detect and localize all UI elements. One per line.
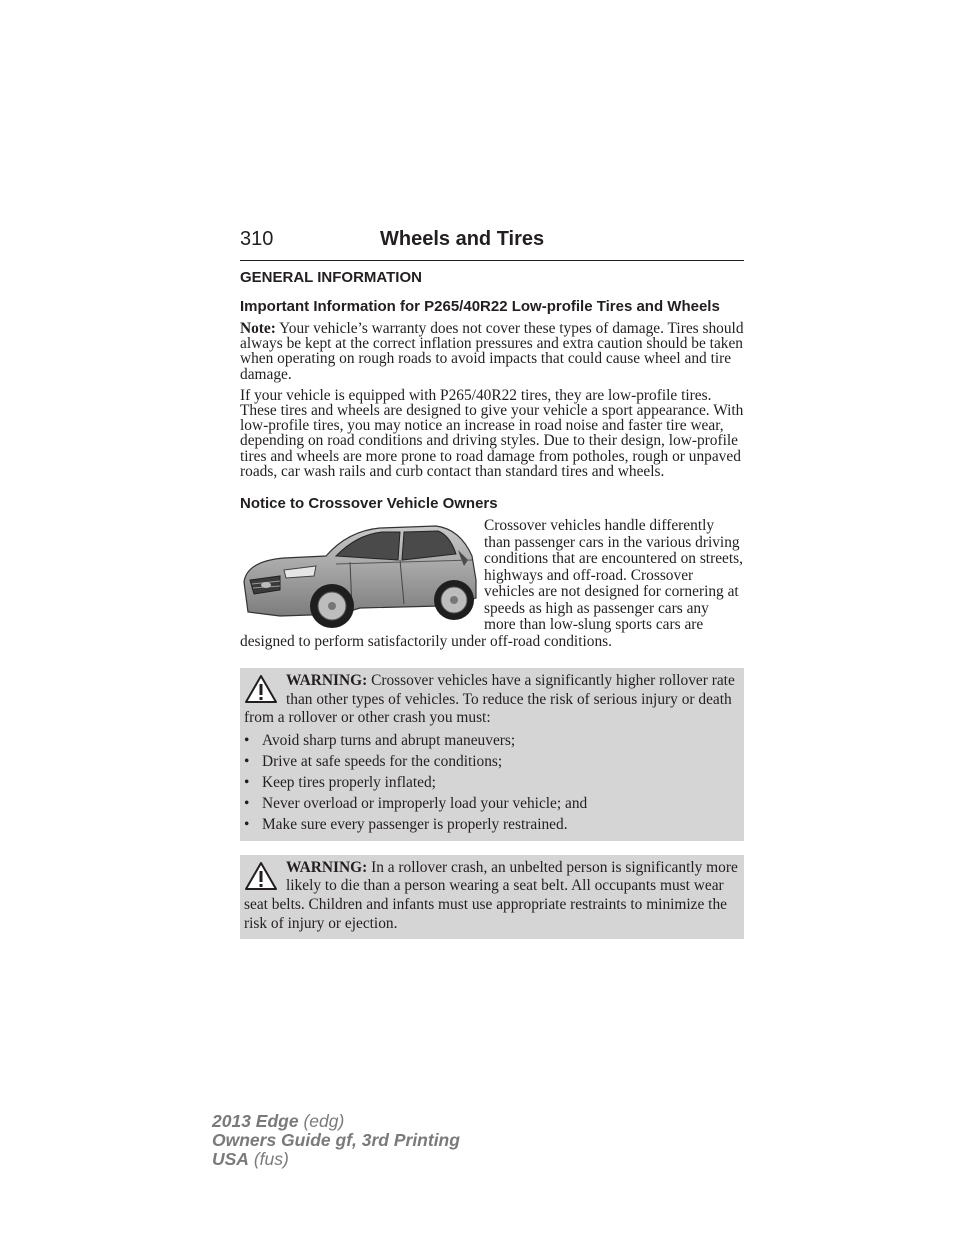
warning-text-seatbelt [244,859,740,933]
footer-line-1: 2013 Edge (edg) [212,1111,345,1131]
crossover-paragraph: Crossover vehicles handle differently than passenger cars in the various driving conditions that are encountered on streets, highways and off-road. Crossover vehicles are not designed for cornering at speeds as high as passenger cars any more than low-slung sports cars are designed to perform satisfactorily under off-road conditions. [240,517,743,650]
footer-line-3: USA (fus) [212,1149,289,1169]
list-item: • Never overload or improperly load your vehicle; and [244,794,588,812]
crossover-block [240,518,744,650]
warning-box-seatbelt [240,855,744,939]
list-item: • Avoid sharp turns and abrupt maneuvers; [244,731,516,749]
warning-label: WARNING: [286,858,368,876]
warning-bullet-list [244,730,740,835]
page-header [240,228,744,261]
chapter-title: Wheels and Tires [380,228,545,250]
subsection-title-tires: Important Information for P265/40R22 Low-profile Tires and Wheels [240,298,720,315]
list-item: • Keep tires properly inflated; [244,773,436,791]
crossover-vehicle-illustration [240,520,480,632]
page-number: 310 [240,228,274,250]
warning-triangle-icon [244,674,278,704]
warning-triangle-icon [244,861,278,891]
page-footer [212,1112,460,1169]
subsection-title-crossover: Notice to Crossover Vehicle Owners [240,495,498,513]
list-item: • Drive at safe speeds for the conditions; [244,752,503,770]
list-item: • Make sure every passenger is properly restrained. [244,815,568,833]
warning-label: WARNING: [286,672,368,690]
warning-body: Crossover vehicles have a significantly higher rollover rate than other types of vehicles. To reduce the risk of serious injury or death from a rollover or other crash you must: [244,672,735,727]
warning-body: In a rollover crash, an unbelted person is significantly more likely to die than a person wearing a seat belt. All occupants must wear seat belts. Children and infants must use appropriate restraints to minimize the risk of injury or ejection. [244,858,738,932]
note-label: Note: [240,320,276,337]
warning-box-rollover [240,668,744,841]
section-title: GENERAL INFORMATION [240,269,422,286]
low-profile-paragraph: If your vehicle is equipped with P265/40R22 tires, they are low-profile tires. These tires and wheels are designed to give your vehicle a sport appearance. With low-profile tires, you may notice an increase in road noise and faster tire wear, depending on road conditions and driving styles. Due to their design, low-profile tires and wheels are more prone to road damage from potholes, rough or unpaved roads, car wash rails and curb contact than standard tires and wheels. [240,386,744,480]
note-text: Your vehicle’s warranty does not cover these types of damage. Tires should always be kept at the correct inflation pressures and extra caution should be taken when operating on rough roads to avoid impacts that could cause wheel and tire damage. [240,320,744,383]
manual-page [240,228,744,939]
footer-line-2: Owners Guide gf, 3rd Printing [212,1130,460,1150]
warning-text-rollover [244,672,740,728]
note-paragraph [240,321,744,382]
